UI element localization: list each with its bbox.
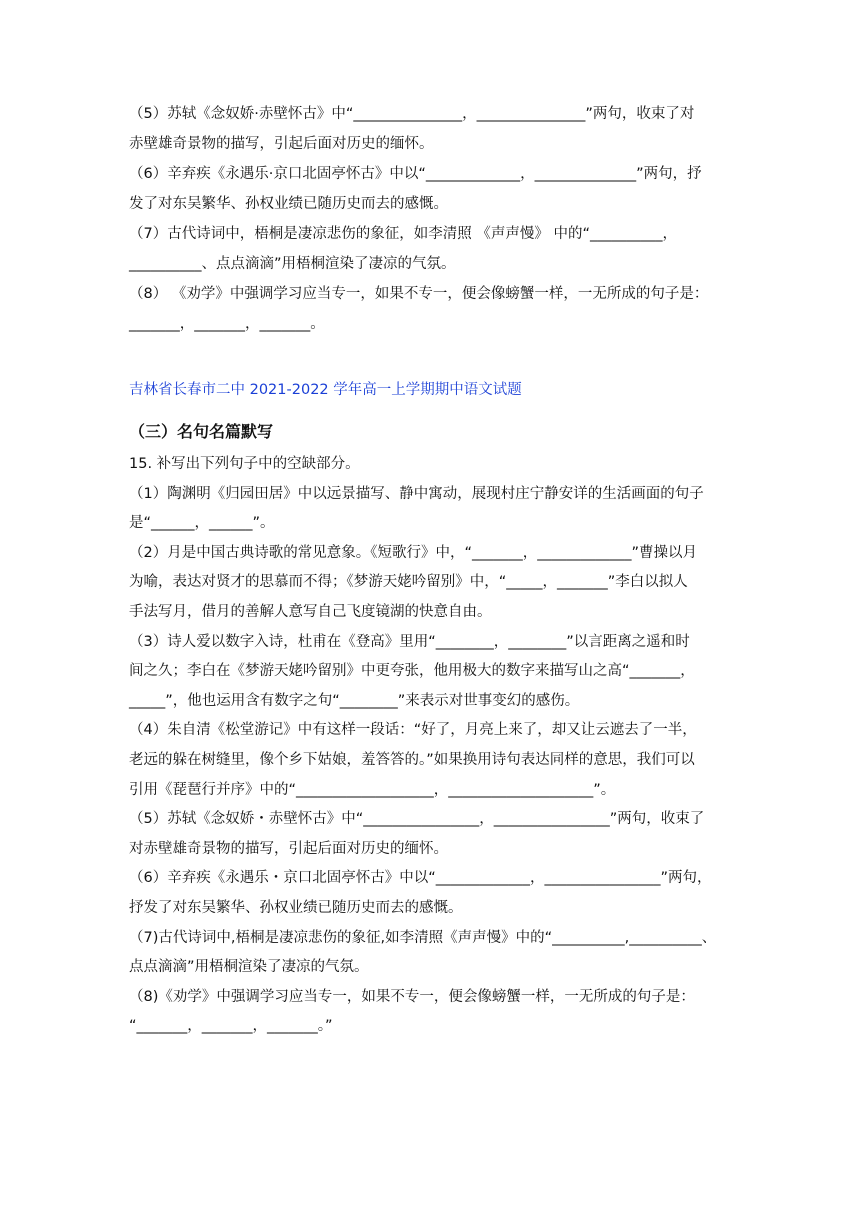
- previous-question-block: [129, 104, 733, 344]
- text-line: 抒发了对东吴繁华、孙权业绩已随历史而去的感慨。: [129, 899, 463, 916]
- text-line: 引用《琵琶行并序》中的“___________________，____________________”。: [129, 781, 616, 798]
- text-line: （5）苏轼《念奴娇・赤壁怀古》中“________________，________________”两句，收束了: [129, 811, 705, 828]
- text-line: （4）朱自清《松堂游记》中有这样一段话：“好了，月亮上来了，却又让云遮去了一半，: [129, 722, 697, 739]
- text-line: 15. 补写出下列句子中的空缺部分。: [129, 456, 360, 472]
- text-line: （5）苏轼《念奴娇·赤壁怀古》中“_______________，_______________”两句，收束了对: [129, 106, 695, 122]
- text-line: 赤壁雄奇景物的描写，引起后面对历史的缅怀。: [129, 136, 434, 152]
- text-line: 老远的躲在树缝里，像个乡下姑娘，羞答答的。”如果换用诗句表达同样的意思，我们可以: [129, 751, 695, 768]
- text-line: 是“______，______”。: [129, 515, 275, 532]
- text-line: “_______，_______，_______。”: [129, 1018, 333, 1035]
- section-heading: （三）名句名篇默写: [129, 422, 274, 441]
- text-line: 手法写月，借月的善解人意写自己飞度镜湖的快意自由。: [129, 603, 492, 620]
- text-line: （6）辛弃疾《永遇乐・京口北固亭怀古》中以“_____________，________________”两句，: [129, 870, 712, 887]
- text-line: （8)《劝学》中强调学习应当专一，如果不专一，便会像螃蟹一样，一无所成的句子是：: [129, 988, 695, 1005]
- question-15-block: [129, 454, 733, 1046]
- text-line: （7）古代诗词中，梧桐是凄凉悲伤的象征，如李清照 《声声慢》 中的“__________，: [129, 226, 677, 242]
- text-line: （2）月是中国古典诗歌的常见意象。《短歌行》中，“_______，_____________”曹操以月: [129, 544, 697, 561]
- text-line: （7)古代诗词中,梧桐是凄凉悲伤的象征,如李清照《声声慢》中的“__________,__________、: [129, 929, 717, 946]
- text-line: __________、点点滴滴”用梧桐渲染了凄凉的气氛。: [129, 256, 456, 272]
- text-line: （3）诗人爱以数字入诗，杜甫在《登高》里用“________，________”以言距离之遥和时: [129, 633, 690, 650]
- text-line: （8） 《劝学》中强调学习应当专一，如果不专一，便会像螃蟹一样，一无所成的句子是：: [129, 286, 709, 302]
- text-line: 间之久；李白在《梦游天姥吟留别》中更夸张，他用极大的数字来描写山之高“_______，: [129, 663, 695, 680]
- text-line: 对赤壁雄奇景物的描写，引起后面对历史的缅怀。: [129, 840, 448, 857]
- text-line: _____”，他也运用含有数字之句“________”来表示对世事变幻的感伤。: [129, 692, 580, 709]
- text-line: （6）辛弃疾《永遇乐·京口北固亭怀古》中以“_____________，______________”两句，抒: [129, 166, 702, 182]
- text-line: （1）陶渊明《归园田居》中以远景描写、静中寓动，展现村庄宁静安详的生活画面的句子: [129, 485, 704, 502]
- text-line: 点点滴滴”用梧桐渲染了凄凉的气氛。: [129, 959, 369, 976]
- source-title: 吉林省长春市二中 2021-2022 学年高一上学期期中语文试题: [129, 382, 522, 398]
- text-line: 为喻，表达对贤才的思慕而不得；《梦游天姥吟留别》中，“_____，_______”李白以拟人: [129, 574, 688, 591]
- text-line: 发了对东吴繁华、孙权业绩已随历史而去的感慨。: [129, 196, 448, 212]
- text-line: _______，_______，_______。: [129, 316, 325, 332]
